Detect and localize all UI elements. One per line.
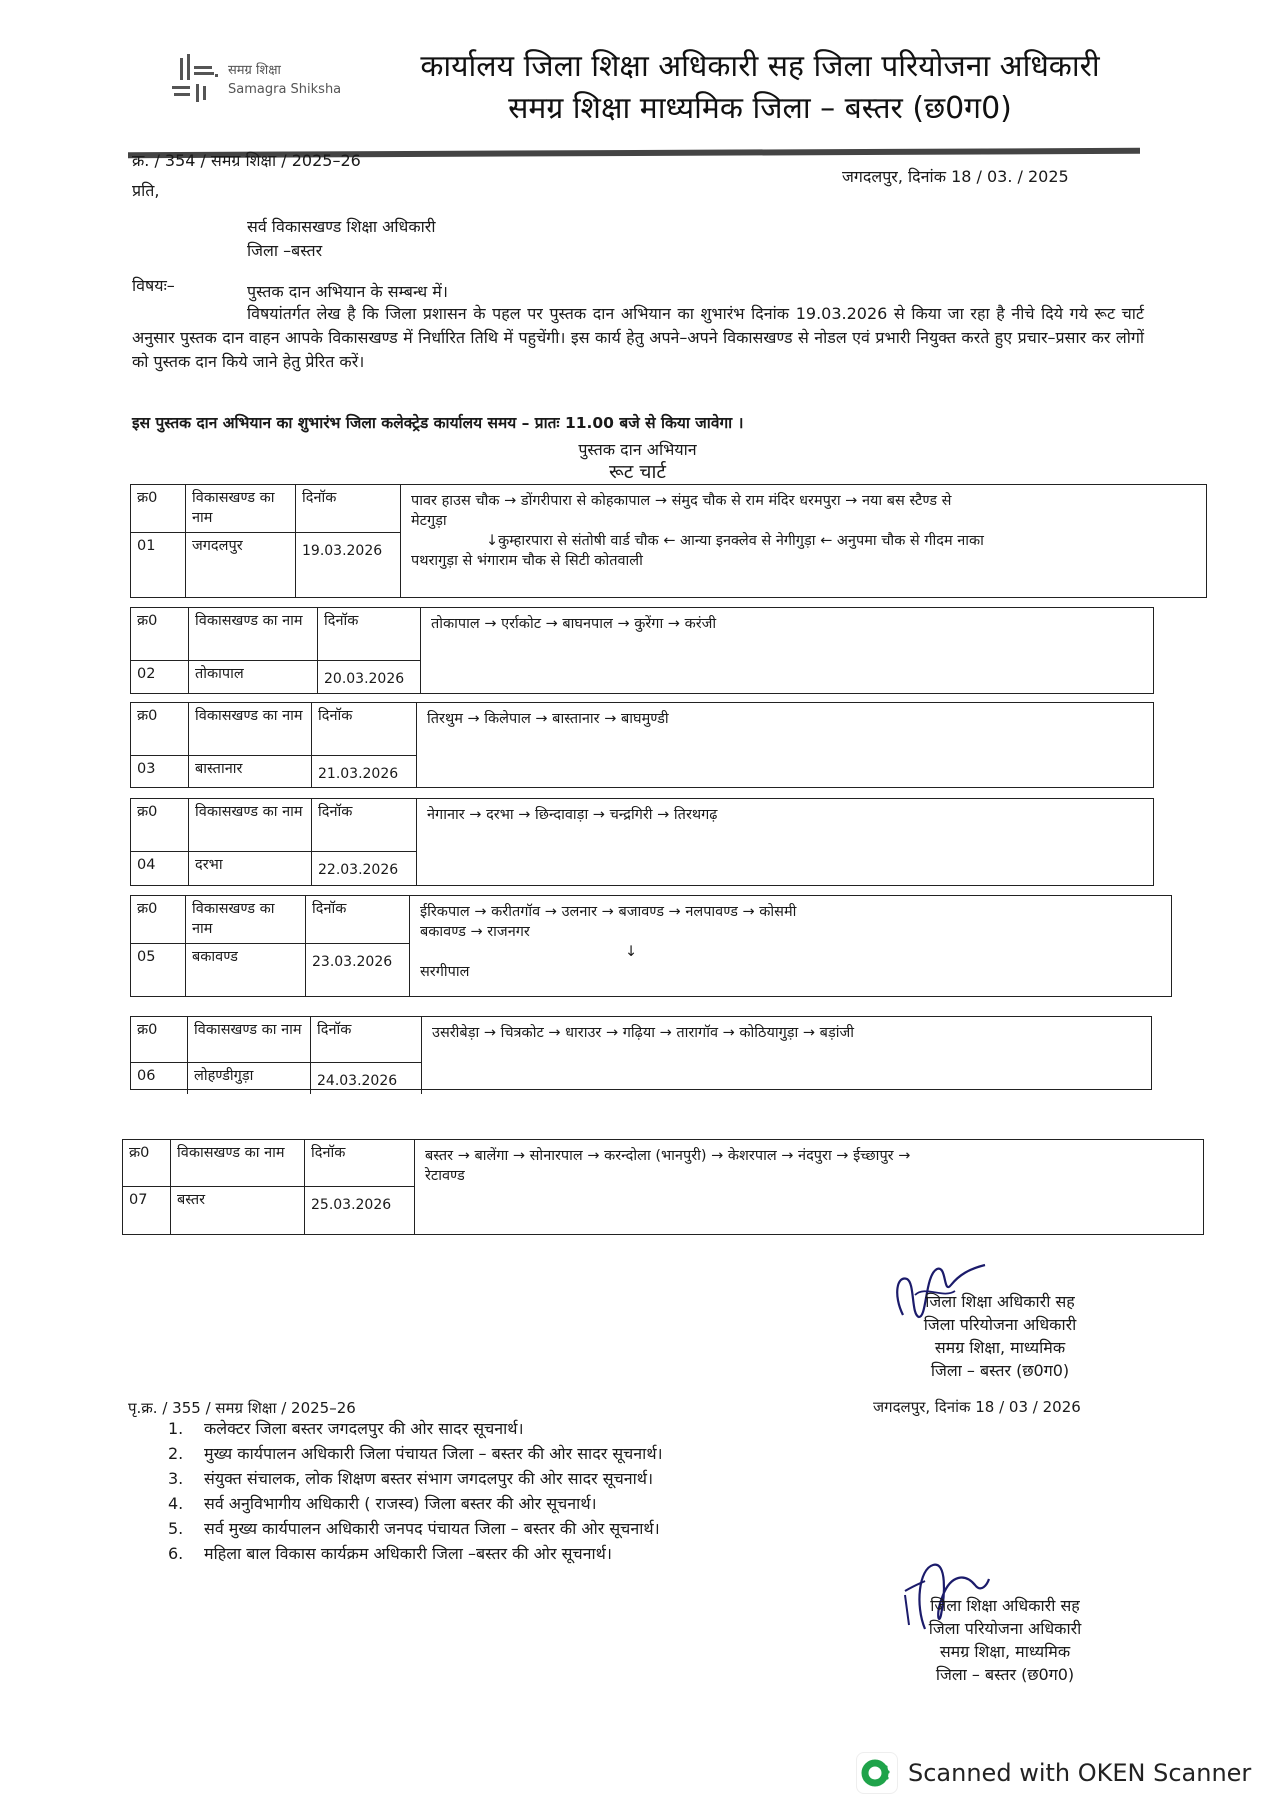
logo-hindi-text: समग्र शिक्षा — [228, 63, 281, 78]
route-line: मेटगुड़ा — [411, 513, 447, 529]
copy-to-item — [168, 1541, 663, 1566]
row-block-name: दरभा — [189, 852, 312, 885]
header-block-name: विकासखण्ड का नाम — [171, 1140, 305, 1187]
row-serial: 07 — [123, 1187, 171, 1234]
signature2-designation2: जिला परियोजना अधिकारी — [928, 1619, 1082, 1638]
signature2-designation4: जिला – बस्तर (छ0ग0) — [935, 1665, 1075, 1684]
header-block-name: विकासखण्ड का नाम — [189, 799, 312, 852]
issue-place-date: जगदलपुर, दिनांक 18 / 03. / 2025 — [842, 167, 1069, 186]
header-serial: क्र0 — [131, 485, 186, 533]
copy-to-list — [168, 1416, 663, 1566]
signature1-designation1: जिला शिक्षा अधिकारी सह — [925, 1292, 1075, 1311]
route-line: पावर हाउस चौक → डोंगरीपारा से कोहकापाल → संमुद चौक से राम मंदिर धरमपुरा → नया बस स्टैण्ड से — [411, 493, 952, 509]
row-block-name: बस्तर — [171, 1187, 305, 1234]
route-stops — [415, 1140, 1203, 1234]
header-serial: क्र0 — [131, 1017, 188, 1063]
route-line: तोकापाल → एर्राकोट → बाघनपाल → कुरेंगा → करंजी — [431, 616, 717, 632]
route-line: नेगानार → दरभा → छिन्दावाड़ा → चन्द्रगिरी → तिरथगढ़ — [427, 807, 718, 823]
route-table-05 — [130, 895, 1172, 997]
copy-to-item-number: 3. — [168, 1469, 184, 1488]
row-block-name: बास्तानार — [189, 756, 312, 787]
scanner-watermark-text: Scanned with OKEN Scanner — [908, 1759, 1252, 1787]
header-date: दिनॉक — [296, 485, 401, 533]
route-line: ईरिकपाल → करीतगॉव → उलनार → बजावण्ड → नलपावण्ड → कोसमी — [420, 904, 797, 920]
copy-to-item-number: 5. — [168, 1519, 184, 1538]
header-block-name: विकासखण्ड का नाम — [186, 896, 306, 944]
copy-to-item-number: 1. — [168, 1419, 184, 1438]
route-line: सरगीपाल — [420, 964, 470, 980]
header-serial: क्र0 — [131, 703, 189, 756]
route-stops — [417, 703, 1153, 787]
signature1-designation2: जिला परियोजना अधिकारी — [923, 1315, 1077, 1334]
row-serial: 04 — [131, 852, 189, 885]
header-block-name: विकासखण्ड का नाम — [186, 485, 296, 533]
route-line: ↓ — [625, 944, 638, 960]
copy-to-item — [168, 1516, 663, 1541]
route-table-01 — [130, 484, 1207, 598]
row-block-name: लोहण्डीगुड़ा — [188, 1063, 311, 1094]
header-serial: क्र0 — [131, 896, 186, 944]
copy-to-item-number: 2. — [168, 1444, 184, 1463]
reference-number: क्र. / 354 / समग्र शिक्षा / 2025–26 — [132, 151, 361, 170]
route-line: पथरागुड़ा से भंगाराम चौक से सिटी कोतवाली — [411, 553, 643, 569]
copy-to-item — [168, 1466, 663, 1491]
copy-to-item-text: संयुक्त संचालक, लोक शिक्षण बस्तर संभाग जगदलपुर की ओर सादर सूचनार्थ। — [204, 1469, 654, 1488]
launch-line: इस पुस्तक दान अभियान का शुभारंभ जिला कलेक्ट्रेड कार्यालय समय – प्रातः 11.00 बजे से किया जावेगा । — [132, 414, 744, 432]
samagra-shiksha-logo — [172, 48, 382, 112]
route-line: तिरथुम → किलेपाल → बास्तानार → बाघमुण्डी — [427, 711, 669, 727]
row-date: 19.03.2026 — [296, 533, 401, 597]
row-serial: 03 — [131, 756, 189, 787]
row-date: 22.03.2026 — [312, 852, 417, 885]
copy-to-item-number: 4. — [168, 1494, 184, 1513]
row-block-name: बकावण्ड — [186, 944, 306, 996]
route-stops — [421, 608, 1153, 693]
office-title — [380, 46, 1140, 130]
signature2-designation1: जिला शिक्षा अधिकारी सह — [930, 1596, 1080, 1615]
copy-to-item-text: सर्व अनुविभागीय अधिकारी ( राजस्व) जिला बस्तर की ओर सूचनार्थ। — [204, 1494, 597, 1513]
row-serial: 06 — [131, 1063, 188, 1094]
route-stops — [422, 1017, 1151, 1094]
row-date: 20.03.2026 — [318, 661, 421, 693]
header-date: दिनॉक — [305, 1140, 415, 1187]
header-block-name: विकासखण्ड का नाम — [189, 703, 312, 756]
row-serial: 02 — [131, 661, 189, 693]
route-line: रेटावण्ड — [425, 1168, 465, 1184]
header-date: दिनॉक — [312, 799, 417, 852]
header-serial: क्र0 — [131, 608, 189, 661]
route-stops — [401, 485, 1206, 597]
signature1-designation3: समग्र शिक्षा, माध्यमिक — [934, 1338, 1066, 1357]
route-table-06 — [130, 1016, 1152, 1090]
row-serial: 05 — [131, 944, 186, 996]
row-serial: 01 — [131, 533, 186, 597]
row-date: 23.03.2026 — [306, 944, 410, 996]
copy-to-item-text: कलेक्टर जिला बस्तर जगदलपुर की ओर सादर सूचनार्थ। — [204, 1419, 524, 1438]
addressee-line2: जिला –बस्तर — [247, 241, 323, 260]
header-serial: क्र0 — [131, 799, 189, 852]
row-block-name: तोकापाल — [189, 661, 318, 693]
row-date: 21.03.2026 — [312, 756, 417, 787]
prati-label: प्रति, — [132, 181, 160, 200]
route-stops — [410, 896, 1171, 996]
row-date: 24.03.2026 — [311, 1063, 422, 1094]
endorsement-reference: पृ.क्र. / 355 / समग्र शिक्षा / 2025–26 — [128, 1399, 356, 1417]
office-title-line1: कार्यालय जिला शिक्षा अधिकारी सह जिला परियोजना अधिकारी — [420, 49, 1100, 84]
copy-to-item-number: 6. — [168, 1544, 184, 1563]
copy-to-item-text: मुख्य कार्यपालन अधिकारी जिला पंचायत जिला – बस्तर की ओर सादर सूचनार्थ। — [204, 1444, 663, 1463]
copy-to-item — [168, 1491, 663, 1516]
header-block-name: विकासखण्ड का नाम — [188, 1017, 311, 1063]
header-date: दिनॉक — [306, 896, 410, 944]
scanner-watermark — [856, 1752, 1251, 1794]
signature-block-2 — [880, 1594, 1130, 1686]
office-title-line2: समग्र शिक्षा माध्यमिक जिला – बस्तर (छ0ग0) — [508, 91, 1012, 126]
logo-english-text: Samagra Shiksha — [228, 82, 342, 97]
samagra-shiksha-logo-icon — [172, 52, 220, 108]
route-table-02 — [130, 607, 1154, 694]
row-block-name: जगदलपुर — [186, 533, 296, 597]
route-table-07 — [122, 1139, 1204, 1235]
copy-to-item — [168, 1416, 663, 1441]
header-date: दिनॉक — [318, 608, 421, 661]
subject-text: पुस्तक दान अभियान के सम्बन्ध में। — [247, 282, 448, 301]
route-table-04 — [130, 798, 1154, 886]
header-date: दिनॉक — [312, 703, 417, 756]
header-date: दिनॉक — [311, 1017, 422, 1063]
addressee-line1: सर्व विकासखण्ड शिक्षा अधिकारी — [247, 217, 436, 236]
signature1-designation4: जिला – बस्तर (छ0ग0) — [930, 1361, 1070, 1380]
oken-scanner-logo-icon — [856, 1752, 898, 1794]
campaign-heading: पुस्तक दान अभियान — [578, 440, 697, 459]
header-serial: क्र0 — [123, 1140, 171, 1187]
route-line: बकावण्ड → राजनगर — [420, 924, 530, 940]
subject-label: विषयः– — [132, 276, 175, 295]
route-stops — [417, 799, 1153, 885]
signature1-place-date: जगदलपुर, दिनांक 18 / 03 / 2026 — [873, 1398, 1081, 1416]
route-line: उसरीबेड़ा → चित्रकोट → धाराउर → गढ़िया → तारागॉव → कोठियागुड़ा → बड़ांजी — [432, 1025, 854, 1041]
copy-to-item — [168, 1441, 663, 1466]
copy-to-item-text: महिला बाल विकास कार्यक्रम अधिकारी जिला –बस्तर की ओर सूचनार्थ। — [204, 1544, 612, 1563]
route-table-03 — [130, 702, 1154, 788]
row-date: 25.03.2026 — [305, 1187, 415, 1234]
copy-to-item-text: सर्व मुख्य कार्यपालन अधिकारी जनपद पंचायत जिला – बस्तर की ओर सूचनार्थ। — [204, 1519, 660, 1538]
signature-block-1 — [880, 1290, 1120, 1382]
header-block-name: विकासखण्ड का नाम — [189, 608, 318, 661]
route-line: ↓कुम्हारपारा से संतोषी वार्ड चौक ← आन्या इनक्लेव से नेगीगुड़ा ← अनुपमा चौक से गीदम नाका — [486, 533, 984, 549]
route-line: बस्तर → बालेंगा → सोनारपाल → करन्दोला (भानपुरी) → केशरपाल → नंदपुरा → ईच्छापुर → — [425, 1148, 911, 1164]
body-paragraph: विषयांतर्गत लेख है कि जिला प्रशासन के पहल पर पुस्तक दान अभियान का शुभारंभ दिनांक 19.03.2026 से किया जा रहा है नीचे दिये गये रूट चार्ट अनुसार पुस्तक दान वाहन आपके विकासखण्ड में निर्धारित तिथि में पहुचेंगी। इस कार्य हेतु अपने–अपने विकासखण्ड से नोडल एवं प्रभारी नियुक्त करते हुए प्रचार–प्रसार कर लोगों को पुस्तक दान किये जाने हेतु प्रेरित करें। — [132, 304, 1144, 371]
signature2-designation3: समग्र शिक्षा, माध्यमिक — [939, 1642, 1071, 1661]
route-chart-heading: रूट चार्ट — [609, 461, 666, 483]
